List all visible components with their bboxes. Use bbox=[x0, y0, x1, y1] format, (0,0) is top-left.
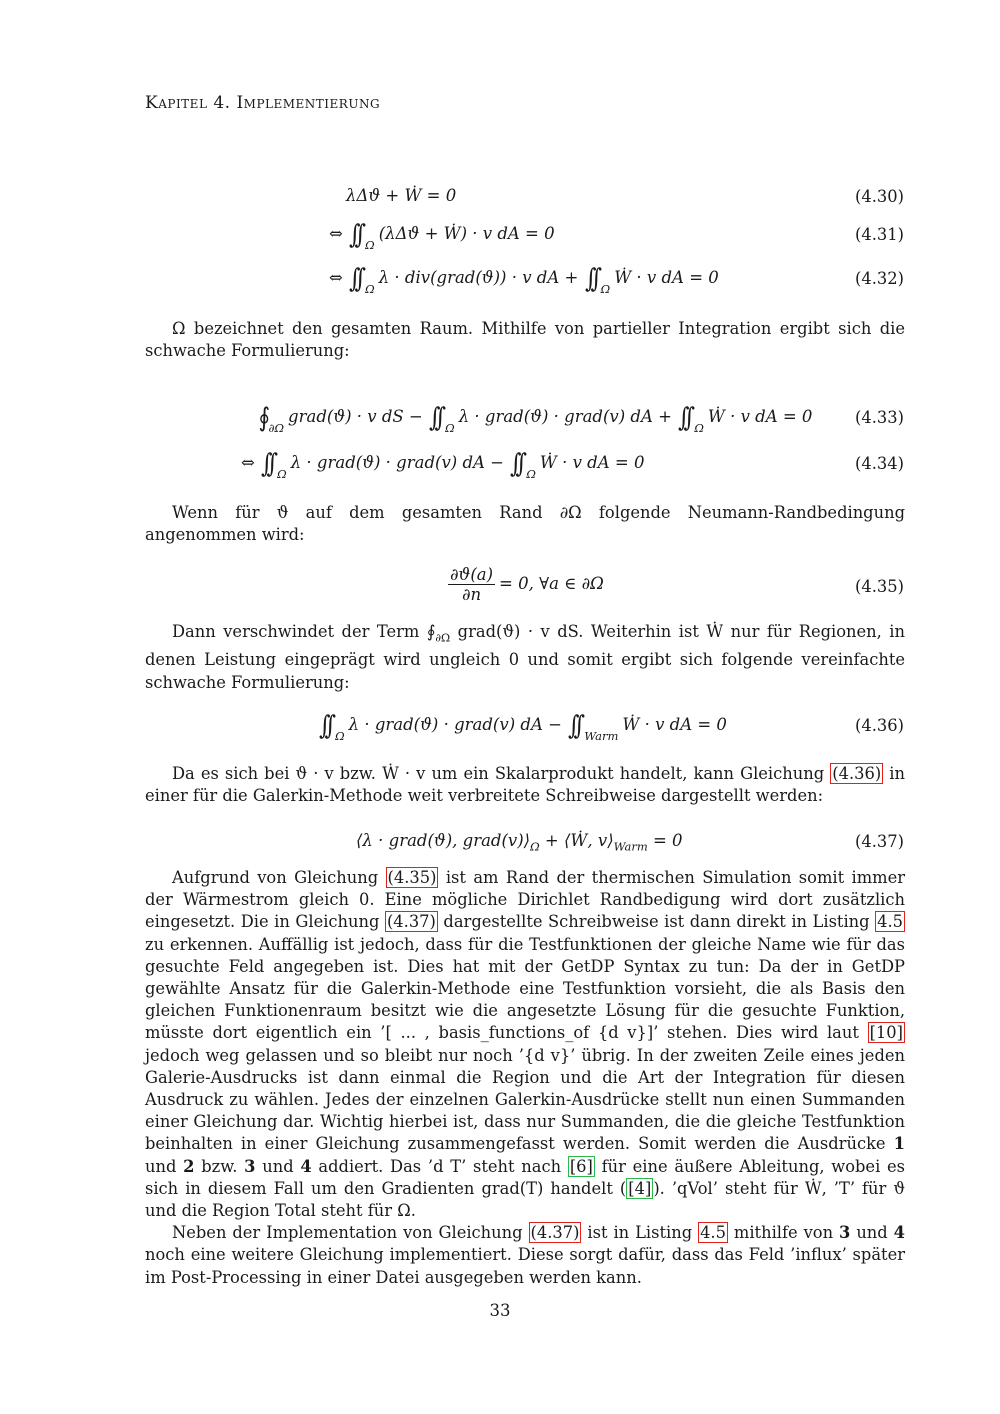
equation-4-37-body: ⟨λ · grad(ϑ), grad(v)⟩ bbox=[356, 831, 531, 850]
integral-domain: Ω bbox=[335, 729, 345, 743]
paragraph-2 bbox=[145, 502, 905, 546]
text-run: und bbox=[850, 1223, 894, 1243]
text-run: jedoch weg gelassen und so bleibt nur noch ’{d v}’ übrig. In der zweiten Zeile eines jeden Galerie-Ausdrucks ist dann einmal die Region und die Art der Integration für diesen Ausdruck zu wählen. Jedes der einzelnen Galerkin-Ausdrücke stellt nun einen Summanden einer Gleichung dar. Wichtig hierbei ist, dass nur Summanden, die die gleiche Testfunktion beinhalten in einer Gleichung zusammengefasst werden. Somit werden die Ausdrücke bbox=[145, 1045, 905, 1154]
equation-number-4-35: (4.35) bbox=[855, 577, 904, 596]
listing-reference-4-5[interactable]: 4.5 bbox=[877, 912, 903, 932]
equation-4-36-term2: Ẇ · v dA = 0 bbox=[622, 715, 727, 734]
equation-4-33-term1: grad(ϑ) · v dS − bbox=[288, 407, 423, 426]
equation-number-4-33: (4.33) bbox=[855, 408, 904, 427]
text-run: bzw. bbox=[194, 1156, 245, 1176]
paragraph-3-part-a: Dann verschwindet der Term ∮ bbox=[172, 622, 436, 641]
double-integral-symbol: ∫∫ bbox=[568, 711, 580, 741]
text-run: mithilfe von bbox=[727, 1223, 840, 1243]
equation-4-34-term1: λ · grad(ϑ) · grad(v) dA − bbox=[290, 453, 505, 472]
paragraph-4-part-b: in einer für die Galerkin-Methode weit verbreitete Schreibweise dargestellt werden: bbox=[145, 764, 905, 806]
double-integral-symbol: ∫∫ bbox=[349, 264, 361, 294]
text-run: und bbox=[145, 1156, 184, 1176]
bold-term: 3 bbox=[839, 1223, 851, 1243]
paragraph-2-text: Wenn für ϑ auf dem gesamten Rand ∂Ω folgende Neumann-Randbedingung angenommen wird: bbox=[145, 503, 905, 545]
paragraph-6-text bbox=[145, 1222, 905, 1289]
equation-4-33 bbox=[258, 403, 812, 435]
text-run: ). ’qVol’ steht für Ẇ, ’T’ für ϑ und die Region Total steht für Ω. bbox=[145, 1178, 905, 1221]
equation-4-37-mid: + ⟨Ẇ, v⟩ bbox=[539, 831, 614, 850]
paragraph-4-part-a: Da es sich bei ϑ · v bzw. Ẇ · v um ein Skalarprodukt handelt, kann Gleichung bbox=[172, 764, 831, 783]
paragraph-3-text bbox=[145, 621, 905, 694]
equivalence-symbol: ⇔ bbox=[329, 268, 343, 287]
citation-reference-10[interactable]: [10] bbox=[869, 1023, 903, 1043]
equation-reference-4-35[interactable]: (4.35) bbox=[387, 868, 437, 887]
equation-4-35 bbox=[444, 565, 604, 604]
equation-reference-4-37[interactable]: (4.37) bbox=[386, 912, 436, 932]
equation-4-37-end: = 0 bbox=[647, 831, 683, 850]
integral-domain: Ω bbox=[365, 238, 375, 252]
text-run: dargestellte Schreibweise ist dann direkt in Listing bbox=[437, 912, 876, 932]
equation-reference-4-36[interactable]: (4.36) bbox=[832, 764, 882, 783]
double-integral-symbol: ∫∫ bbox=[429, 403, 441, 433]
bold-term: 4 bbox=[893, 1223, 905, 1243]
paragraph-5-text bbox=[145, 867, 905, 1222]
equation-number-4-34: (4.34) bbox=[855, 454, 904, 473]
text-run: ist am Rand der thermischen Simulation somit immer der Wärmestrom gleich 0. Eine mögliche Dirichlet Randbedigung wird dort zusätzlich eingesetzt. Die in Gleichung bbox=[145, 868, 906, 932]
page-number: 33 bbox=[489, 1301, 511, 1320]
paragraph-4-text bbox=[145, 763, 905, 807]
integral-domain-warm: Warm bbox=[584, 729, 619, 743]
integral-domain: Ω bbox=[694, 421, 704, 435]
listing-reference-4-5[interactable]: 4.5 bbox=[700, 1223, 726, 1243]
equation-number-4-32: (4.32) bbox=[855, 269, 904, 288]
paragraph-3 bbox=[145, 621, 905, 694]
equation-4-32-term2: Ẇ · v dA = 0 bbox=[614, 268, 719, 287]
integral-domain: Ω bbox=[600, 282, 611, 296]
contour-integral-symbol: ∮ bbox=[258, 403, 265, 433]
fraction bbox=[448, 565, 495, 604]
equivalence-symbol: ⇔ bbox=[241, 453, 255, 472]
citation-reference-6[interactable]: [6] bbox=[569, 1156, 593, 1176]
equation-4-37 bbox=[356, 831, 683, 853]
bold-term: 3 bbox=[244, 1156, 256, 1176]
equation-4-33-term2: λ · grad(ϑ) · grad(v) dA + bbox=[458, 407, 672, 426]
integral-domain: Ω bbox=[445, 421, 455, 435]
bold-term: 1 bbox=[893, 1134, 905, 1154]
equation-number-4-30: (4.30) bbox=[855, 187, 904, 206]
paragraph-3-part-b: grad(ϑ) · v dS. Weiterhin ist Ẇ nur für Regionen, in denen Leistung eingeprägt wird ungleich 0 und somit ergibt sich folgende vereinfachte schwache Formulierung: bbox=[145, 622, 906, 692]
equation-4-34 bbox=[241, 449, 644, 481]
double-integral-symbol: ∫∫ bbox=[678, 403, 690, 433]
bold-term: 4 bbox=[300, 1156, 312, 1176]
double-integral-symbol: ∫∫ bbox=[584, 264, 596, 294]
text-run: und bbox=[255, 1156, 301, 1176]
double-integral-symbol: ∫∫ bbox=[261, 449, 273, 479]
equation-number-4-37: (4.37) bbox=[855, 832, 904, 851]
equation-4-32 bbox=[329, 264, 719, 296]
double-integral-symbol: ∫∫ bbox=[510, 449, 522, 479]
text-run: addiert. Das ’d T’ steht nach bbox=[311, 1156, 568, 1176]
text-run: Aufgrund von Gleichung bbox=[172, 868, 386, 887]
paragraph-3-sub: ∂Ω bbox=[435, 631, 451, 645]
equation-4-31 bbox=[329, 220, 555, 252]
double-integral-symbol: ∫∫ bbox=[349, 220, 361, 250]
equation-4-33-term3: Ẇ · v dA = 0 bbox=[707, 407, 813, 426]
integral-domain: Ω bbox=[277, 467, 287, 481]
equation-number-4-36: (4.36) bbox=[855, 716, 904, 735]
text-run: für eine äußere Ableitung, wobei es sich in diesem Fall um den Gradienten grad(T) handelt ( bbox=[145, 1156, 906, 1198]
equation-4-37-sub1: Ω bbox=[530, 839, 540, 854]
paragraph-5 bbox=[145, 867, 905, 1289]
equation-4-31-body: (λΔϑ + Ẇ) · v dA = 0 bbox=[378, 224, 555, 243]
equation-reference-4-37[interactable]: (4.37) bbox=[530, 1223, 580, 1243]
equivalence-symbol: ⇔ bbox=[329, 224, 343, 243]
equation-4-35-rest: = 0, ∀a ∈ ∂Ω bbox=[499, 574, 604, 593]
equation-4-32-term1: λ · div(grad(ϑ)) · v dA + bbox=[378, 268, 579, 287]
fraction-numerator: ∂ϑ(a) bbox=[450, 565, 494, 584]
equation-4-34-term2: Ẇ · v dA = 0 bbox=[539, 453, 645, 472]
paragraph-4 bbox=[145, 763, 905, 807]
text-run: ist in Listing bbox=[581, 1223, 699, 1243]
integral-domain: ∂Ω bbox=[268, 421, 285, 435]
bold-term: 2 bbox=[183, 1156, 195, 1176]
integral-domain: Ω bbox=[365, 282, 375, 296]
paragraph-1 bbox=[145, 318, 905, 362]
equation-4-36 bbox=[318, 711, 727, 743]
equation-4-30-body: λΔϑ + Ẇ = 0 bbox=[346, 186, 457, 205]
equation-4-37-sub2: Warm bbox=[613, 839, 648, 854]
text-run: zu erkennen. Auffällig ist jedoch, dass für die Testfunktionen der gleiche Name wie für das gesuchte Feld angegeben ist. Dies hat mit der GetDP Syntax zu tun: Da der in GetDP gewählte Ansatz für die Galerkin-Methode eine Testfunktion vorsieht, die als Basis den gleichen Funktionenraum besitzt wie die angesetzte Lösung für die gesuchte Funktion, müsste dort eigentlich ein ’[ ... , basis_functions_of {d v}]’ stehen. Dies wird laut bbox=[145, 934, 905, 1043]
equation-4-36-term1: λ · grad(ϑ) · grad(v) dA − bbox=[348, 715, 562, 734]
double-integral-symbol: ∫∫ bbox=[318, 711, 331, 741]
citation-reference-4[interactable]: [4] bbox=[628, 1178, 652, 1198]
equation-4-30 bbox=[346, 186, 456, 205]
text-run: Neben der Implementation von Gleichung bbox=[172, 1223, 529, 1243]
fraction-denominator: ∂n bbox=[461, 585, 482, 604]
text-run: noch eine weitere Gleichung implementiert. Diese sorgt dafür, dass das Feld ’influx’ später im Post-Processing in einer Datei ausgegeben werden kann. bbox=[145, 1245, 905, 1287]
paragraph-1-text: Ω bezeichnet den gesamten Raum. Mithilfe von partieller Integration ergibt sich die schwache Formulierung: bbox=[145, 319, 905, 361]
running-header: Kapitel 4. Implementierung bbox=[145, 93, 381, 113]
integral-domain: Ω bbox=[526, 467, 536, 481]
equation-number-4-31: (4.31) bbox=[855, 225, 904, 244]
